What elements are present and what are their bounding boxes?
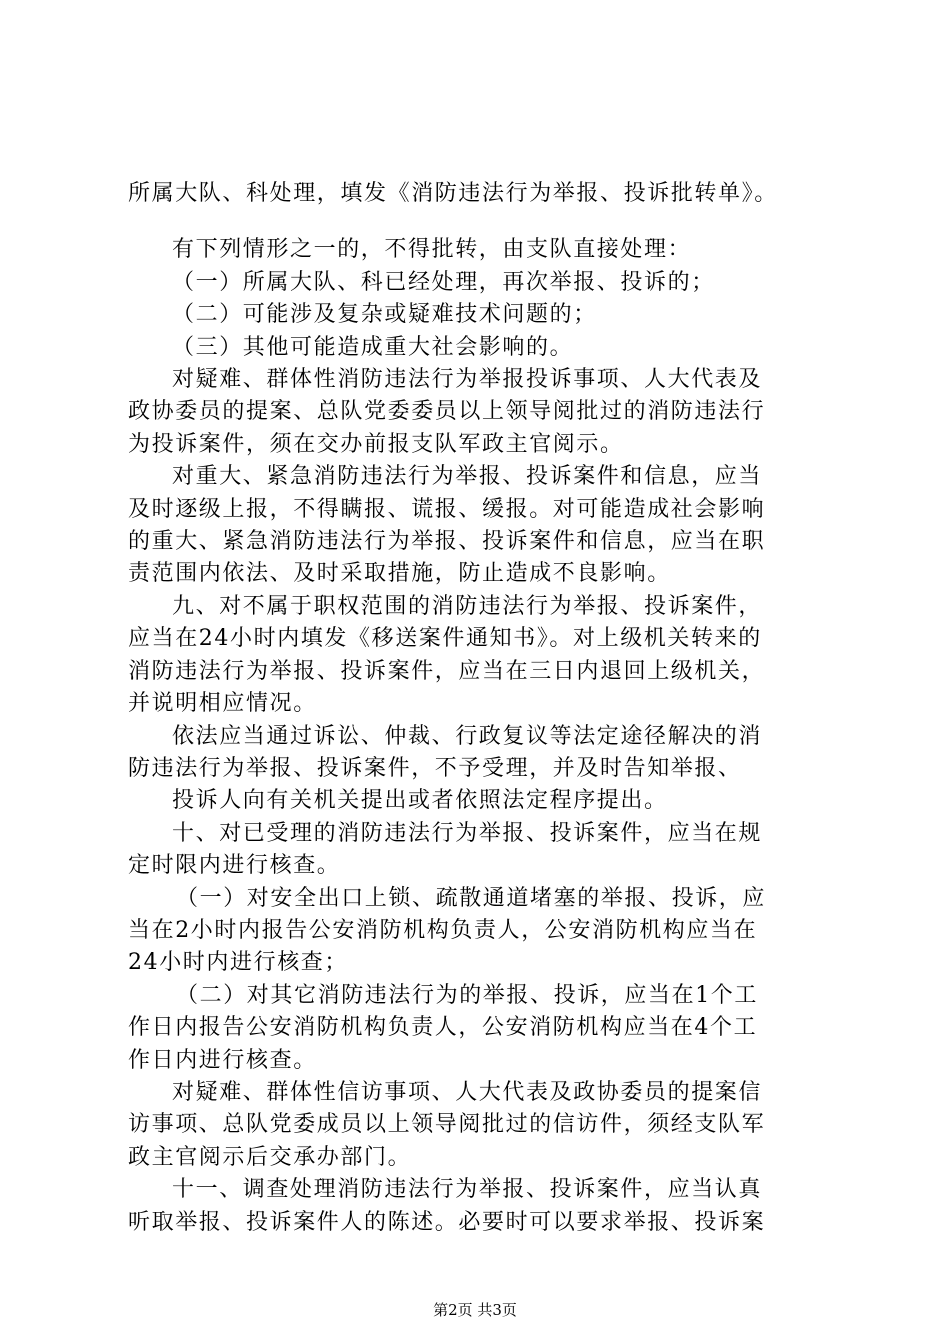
text-line: 及时逐级上报，不得瞒报、谎报、缓报。对可能造成社会影响 (128, 496, 766, 522)
text-line: 为投诉案件，须在交办前报支队军政主官阅示。 (128, 431, 624, 457)
text-line: 作日内报告公安消防机构负责人，公安消防机构应当在4个工 (128, 1015, 758, 1041)
text-line: 听取举报、投诉案件人的陈述。必要时可以要求举报、投诉案 (128, 1209, 766, 1235)
text-line: （一）所属大队、科已经处理，再次举报、投诉的； (172, 269, 715, 295)
text-line: 消防违法行为举报、投诉案件，应当在三日内退回上级机关， (128, 658, 766, 684)
text-line: 并说明相应情况。 (128, 691, 317, 717)
text-line: （一）对安全出口上锁、疏散通道堵塞的举报、投诉，应 (176, 885, 767, 911)
text-line: （三）其他可能造成重大社会影响的。 (172, 334, 574, 360)
text-line: 十一、调查处理消防违法行为举报、投诉案件，应当认真 (172, 1177, 763, 1203)
text-line: 对疑难、群体性信访事项、人大代表及政协委员的提案信 (172, 1079, 763, 1105)
text-line: （二）可能涉及复杂或疑难技术问题的； (172, 302, 597, 328)
text-line: 访事项、总队党委成员以上领导阅批过的信访件，须经支队军 (128, 1112, 766, 1138)
text-line: 九、对不属于职权范围的消防违法行为举报、投诉案件， (172, 593, 763, 619)
text-line: 责范围内依法、及时采取措施，防止造成不良影响。 (128, 561, 671, 587)
text-line: 定时限内进行核查。 (128, 853, 341, 879)
text-line: 作日内进行核查。 (128, 1047, 317, 1073)
paragraph-gap (128, 210, 828, 234)
text-line: （二）对其它消防违法行为的举报、投诉，应当在1个工 (176, 982, 758, 1008)
text-line: 的重大、紧急消防违法行为举报、投诉案件和信息，应当在职 (128, 529, 766, 555)
text-line: 投诉人向有关机关提出或者依照法定程序提出。 (172, 788, 668, 814)
text-line: 24小时内进行核查； (128, 950, 348, 976)
text-line: 政主官阅示后交承办部门。 (128, 1144, 412, 1170)
text-line: 当在2小时内报告公安消防机构负责人，公安消防机构应当在 (128, 917, 758, 943)
text-line: 有下列情形之一的，不得批转，由支队直接处理： (172, 237, 692, 263)
text-line: 政协委员的提案、总队党委委员以上领导阅批过的消防违法行 (128, 399, 766, 425)
text-line: 应当在24小时内填发《移送案件通知书》。对上级机关转来的 (128, 626, 762, 652)
document-body (128, 178, 828, 1239)
text-line: 对重大、紧急消防违法行为举报、投诉案件和信息，应当 (172, 464, 763, 490)
text-line: 十、对已受理的消防违法行为举报、投诉案件，应当在规 (172, 820, 763, 846)
text-line: 依法应当通过诉讼、仲裁、行政复议等法定途径解决的消 (172, 723, 763, 749)
text-line: 防违法行为举报、投诉案件，不予受理，并及时告知举报、 (128, 755, 742, 781)
text-line: 对疑难、群体性消防违法行为举报投诉事项、人大代表及 (172, 367, 763, 393)
page-number-footer: 第2页 共3页 (433, 1301, 517, 1319)
text-line: 所属大队、科处理，填发《消防违法行为举报、投诉批转单》。 (128, 181, 778, 206)
